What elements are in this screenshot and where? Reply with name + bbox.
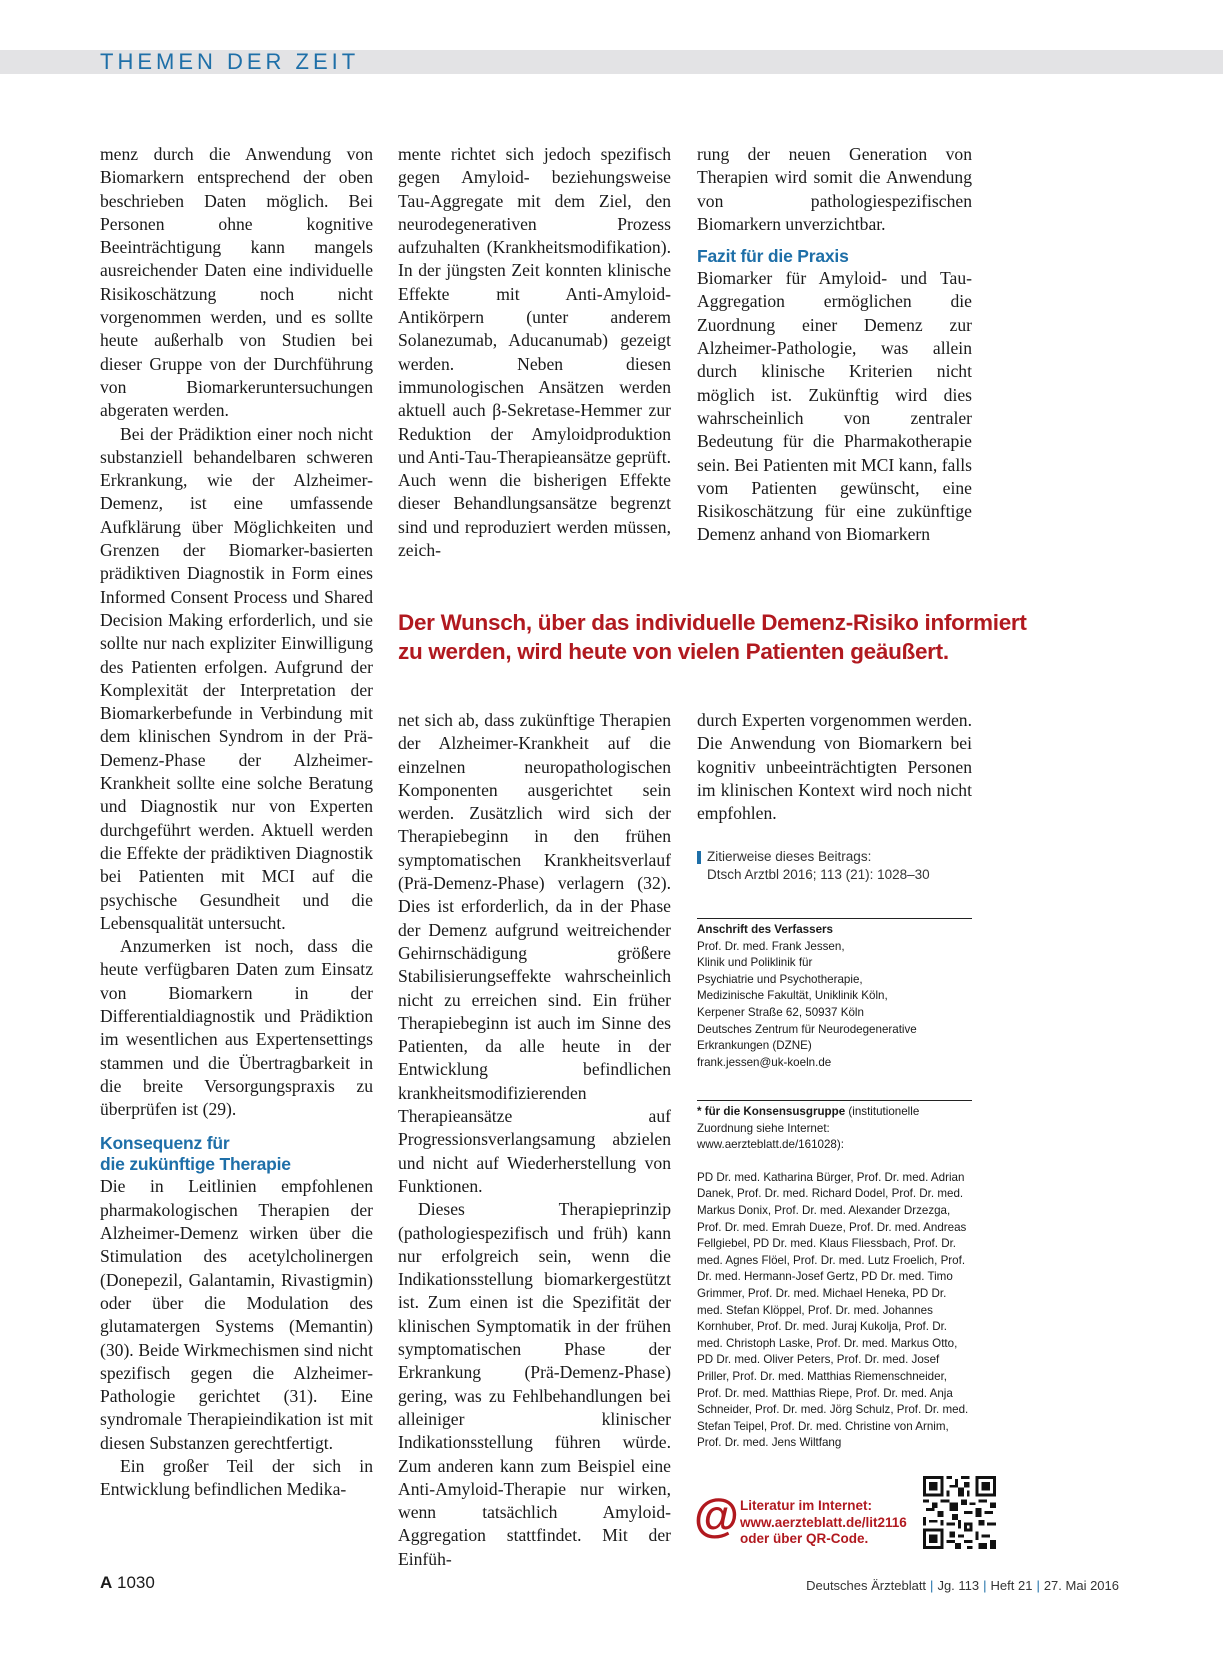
pull-quote-line-2: zu werden, wird heute von vielen Patienten geäußert. — [398, 639, 949, 664]
column-2-bottom — [398, 709, 671, 1571]
col1-paragraph-1: menz durch die Anwendung von Biomarkern entsprechend der oben beschrieben Daten möglich. Bei Personen ohne kognitive Beeinträchtigung kann mangels ausreichender Daten eine individuelle Risikoschätzung noch nicht vorgenommen werden, und es sollte heute außerhalb von Studien bei dieser Gruppe von der Durchführung von Biomarkeruntersuchungen abgeraten werden. — [100, 144, 373, 421]
address-email: frank.jessen@uk-koeln.de — [697, 1055, 832, 1069]
issue: Heft 21 — [990, 1578, 1033, 1593]
literature-link[interactable]: www.aerzteblatt.de/lit2116 — [740, 1514, 907, 1530]
citation-marker — [697, 851, 701, 864]
col2-bottom-paragraph-1: net sich ab, dass zukünftige Therapien der Alzheimer-Krankheit auf die einzelnen neuropathologischen Komponenten ausgerichtet sein werden. Zusätzlich wird sich der Therapiebeginn in den frühen symptomatischen Krankheitsverlauf (Prä-Demenz-Phase) verlagern (32). Dies ist erforderlich, da in der Phase der Demenz aufgrund weitreichender Gehirnschädigung größere Stabilisierungseffekte wahrscheinlich nicht zu erreichen sind. Ein früher Therapiebeginn ist auch im Sinne des Patienten, da alle heute in der Entwicklung befindlichen krankheitsmodifizierenden Therapieansätze auf Progressionsverlangsamung abzielen und nicht auf Wiederherstellung von Funktionen. — [398, 710, 671, 1196]
literature-text — [740, 1498, 907, 1548]
col1-paragraph-5: Ein großer Teil der sich in Entwicklung befindlichen Medika- — [100, 1456, 373, 1500]
col1-paragraph-4: Die in Leitlinien empfohlenen pharmakologischen Therapien der Alzheimer-Demenz wirken über die Stimulation des acetylcholinergen (Donepezil, Galantamin, Rivastigmin) oder über die Modulation des glutamatergen Systems (Memantin) (30). Beide Wirkmechismen sind nicht spezifisch gegen die Alzheimer-Pathologie gerichtet (31). Eine syndromale Therapieindikation ist mit diesen Substanzen gerechtfertigt. — [100, 1176, 373, 1453]
date: 27. Mai 2016 — [1043, 1578, 1119, 1593]
column-3-top — [697, 143, 972, 547]
divider — [697, 918, 972, 919]
citation-line-1: Zitierweise dieses Beitrags: — [707, 849, 872, 864]
col3-top-paragraph-2: Biomarker für Amyloid- und Tau-Aggregation ermöglichen die Zuordnung einer Demenz zur Alzheimer-Pathologie, was allein durch klinische Kriterien nicht möglich ist. Zukünftig wird dies wahrscheinlich von zentraler Bedeutung für die Pharmakotherapie sein. Bei Patienten mit MCI kann, falls vom Patienten gewünscht, eine Risikoschätzung für eine zukünftige Demenz anhand von Biomarkern — [697, 268, 972, 545]
consensus-group-members: PD Dr. med. Katharina Bürger, Prof. Dr. med. Adrian Danek, Prof. Dr. med. Richard Dodel, Prof. Dr. med. Markus Donix, Prof. Dr. med. Alexander Drzezga, Prof. Dr. med. Emrah Dueze, Prof. Dr. med. Andreas Fellgiebel, PD Dr. med. Klaus Fliessbach, Prof. Dr. med. Agnes Flöel, Prof. Dr. med. Lutz Froelich, Prof. Dr. med. Hermann-Josef Gertz, PD Dr. med. Timo Grimmer, Prof. Dr. med. Michael Heneka, PD Dr. med. Stefan Klöppel, Prof. Dr. med. Johannes Kornhuber, Prof. Dr. med. Juraj Kukolja, Prof. Dr. med. Christoph Laske, Prof. Dr. med. Markus Otto, PD Dr. med. Oliver Peters, Prof. Dr. med. Josef Priller, Prof. Dr. med. Matthias Riemenschneider, Prof. Dr. med. Matthias Riepe, Prof. Dr. med. Anja Schneider, Prof. Dr. med. Jörg Schulz, Prof. Dr. med. Stefan Teipel, Prof. Dr. med. Christine von Arnim, Prof. Dr. med. Jens Wiltfang — [697, 1170, 969, 1450]
column-3-bottom — [697, 709, 972, 825]
section-heading-therapie — [100, 1133, 373, 1175]
section-heading-fazit: Fazit für die Praxis — [697, 246, 849, 267]
address-line: Deutsches Zentrum für Neurodegenerative — [697, 1022, 917, 1036]
address-line: Prof. Dr. med. Frank Jessen, — [697, 939, 845, 953]
section-title: THEMEN DER ZEIT — [100, 49, 360, 74]
journal-name: Deutsches Ärzteblatt — [806, 1578, 927, 1593]
qr-code-icon[interactable] — [923, 1476, 996, 1549]
heading-line-2: die zukünftige Therapie — [100, 1154, 291, 1175]
pull-quote — [398, 608, 1078, 666]
divider — [697, 1100, 972, 1101]
literature-line-1: Literatur im Internet: — [740, 1498, 873, 1513]
page-number-value: 1030 — [117, 1573, 155, 1592]
address-line: Kerpener Straße 62, 50937 Köln — [697, 1005, 864, 1019]
pull-quote-line-1: Der Wunsch, über das individuelle Demenz-Risiko informiert — [398, 610, 1027, 635]
column-2-top — [398, 143, 671, 562]
col2-bottom-paragraph-2: Dieses Therapieprinzip (pathologiespezifisch und früh) kann nur erfolgreich sein, wenn die Indikationsstellung biomarkergestützt ist. Zum einen ist die Spezifität der klinischen Symptomatik in der frühen symptomatischen Phase der Erkrankung (Prä-Demenz-Phase) gering, was zu Fehlbehandlungen bei alleiniger klinischer Indikationsstellung führen würde. Zum anderen kann zum Beispiel eine Anti-Amyloid-Therapie nur wirken, wenn tatsächlich Amyloid-Aggregation stattfindet. Mit der Einfüh- — [398, 1199, 671, 1569]
consensus-group-block — [697, 1104, 972, 1452]
col3-top-paragraph-1: rung der neuen Generation von Therapien wird somit die Anwendung von pathologiespezifischen Biomarkern unverzichtbar. — [697, 144, 972, 234]
address-heading: Anschrift des Verfassers — [697, 923, 833, 936]
literature-line-3: oder über QR-Code. — [740, 1531, 869, 1546]
footer-meta: Deutsches Ärzteblatt | Jg. 113 | Heft 21 | 27. Mai 2016 — [806, 1578, 1119, 1593]
page-number — [100, 1573, 155, 1593]
page-prefix: A — [100, 1573, 113, 1592]
col2-top-paragraph: mente richtet sich jedoch spezifisch gegen Amyloid- beziehungsweise Tau-Aggregate mit dem Ziel, den neurodegenerativen Prozess aufzuhalten (Krankheitsmodifikation). In der jüngsten Zeit konnten klinische Effekte mit Anti-Amyloid-Antikörpern (unter anderem Solanezumab, Aducanumab) gezeigt werden. Neben diesen immunologischen Ansätzen werden aktuell auch β-Sekretase-Hemmer zur Reduktion der Amyloidproduktion und Anti-Tau-Therapieansätze geprüft. Auch wenn die bisherigen Effekte dieser Behandlungsansätze begrenzt sind und reproduziert werden müssen, zeich- — [398, 144, 671, 561]
citation-line-2: Dtsch Arztbl 2016; 113 (21): 1028–30 — [707, 867, 930, 882]
address-line: Psychiatrie und Psychotherapie, — [697, 972, 863, 986]
address-line: Klinik und Poliklinik für — [697, 956, 813, 970]
at-sign-icon: @ — [694, 1489, 739, 1541]
consensus-group-intro — [697, 1104, 972, 1154]
address-line: Medizinische Fakultät, Uniklinik Köln, — [697, 989, 888, 1003]
col3-bottom-paragraph: durch Experten vorgenommen werden. Die Anwendung von Biomarkern bei kognitiv unbeeinträchtigten Personen im klinischen Kontext wird noch nicht empfohlen. — [697, 710, 972, 824]
heading-line-1: Konsequenz für — [100, 1133, 230, 1154]
consensus-group-note: (institutionelle Zuordnung siehe Internet: www.aerzteblatt.de/161028): — [697, 1105, 920, 1152]
col1-paragraph-3: Anzumerken ist noch, dass die heute verfügbaren Daten zum Einsatz von Biomarkern in der Differentialdiagnostik und Prädiktion im wesentlichen aus Expertensettings stammen und die Übertragbarkeit in die breite Versorgungspraxis zu überprüfen ist (29). — [100, 936, 373, 1120]
volume: Jg. 113 — [937, 1578, 980, 1593]
citation-block — [697, 848, 972, 884]
col1-paragraph-2: Bei der Prädiktion einer noch nicht substanziell behandelbaren schweren Erkrankung, wie der Alzheimer-Demenz, ist eine umfassende Aufklärung über Möglichkeiten und Grenzen der Biomarker-basierten prädiktiven Diagnostik in Form eines Informed Consent Process und Shared Decision Making erforderlich, und sie sollte nur nach expliziter Einwilligung des Patienten erfolgen. Aufgrund der Komplexität der Interpretation der Biomarkerbefunde in Verbindung mit dem klinischen Syndrom in der Prä-Demenz-Phase der Alzheimer-Krankheit sollte eine solche Beratung und Diagnostik nur von Experten durchgeführt werden. Aktuell werden die Effekte der prädiktiven Diagnostik bei Patienten mit MCI auf die psychische Gesundheit und die Lebensqualität untersucht. — [100, 423, 373, 933]
column-1 — [100, 143, 373, 1502]
address-block — [697, 922, 972, 1071]
consensus-group-label: * für die Konsensusgruppe — [697, 1105, 846, 1118]
address-line: Erkrankungen (DZNE) — [697, 1039, 812, 1053]
